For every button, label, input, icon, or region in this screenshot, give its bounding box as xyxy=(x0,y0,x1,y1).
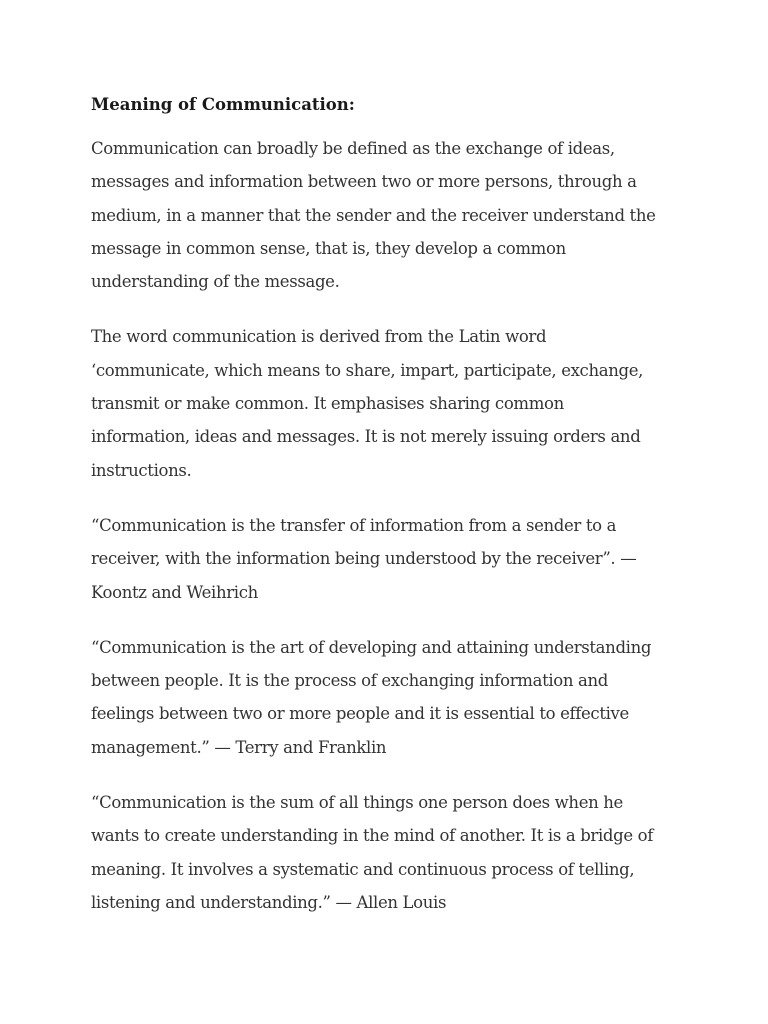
text-line: ‘communicate, which means to share, impart, participate, exchange, xyxy=(91,360,644,380)
document-heading: Meaning of Communication: xyxy=(91,95,355,114)
paragraph-etymology xyxy=(91,320,691,486)
text-line: message in common sense, that is, they develop a common xyxy=(91,238,566,258)
text-line: The word communication is derived from the Latin word xyxy=(91,327,547,347)
text-line: medium, in a manner that the sender and the receiver understand the xyxy=(91,205,656,225)
text-line: information, ideas and messages. It is not merely issuing orders and xyxy=(91,427,641,447)
text-line: transmit or make common. It emphasises sharing common xyxy=(91,394,564,414)
text-line: “Communication is the sum of all things one person does when he xyxy=(91,793,623,813)
quote-terry-franklin xyxy=(91,631,691,764)
paragraph-definition xyxy=(91,132,691,298)
text-line: Koontz and Weihrich xyxy=(91,582,258,602)
text-line: listening and understanding.” — Allen Louis xyxy=(91,892,447,912)
text-line: wants to create understanding in the mind of another. It is a bridge of xyxy=(91,826,653,846)
text-line: between people. It is the process of exchanging information and xyxy=(91,671,609,691)
text-line: messages and information between two or more persons, through a xyxy=(91,172,637,192)
document-body xyxy=(91,92,691,941)
text-line: understanding of the message. xyxy=(91,272,340,292)
text-line: meaning. It involves a systematic and continuous process of telling, xyxy=(91,859,635,879)
text-line: management.” — Terry and Franklin xyxy=(91,737,387,757)
text-line: “Communication is the art of developing and attaining understanding xyxy=(91,637,652,657)
text-line: feelings between two or more people and it is essential to effective xyxy=(91,704,629,724)
quote-allen-louis xyxy=(91,786,691,919)
text-line: receiver, with the information being understood by the receiver”. — xyxy=(91,549,637,569)
text-line: instructions. xyxy=(91,460,192,480)
text-line: Communication can broadly be defined as the exchange of ideas, xyxy=(91,139,615,158)
quote-koontz-weihrich xyxy=(91,509,691,609)
text-line: “Communication is the transfer of information from a sender to a xyxy=(91,515,617,535)
